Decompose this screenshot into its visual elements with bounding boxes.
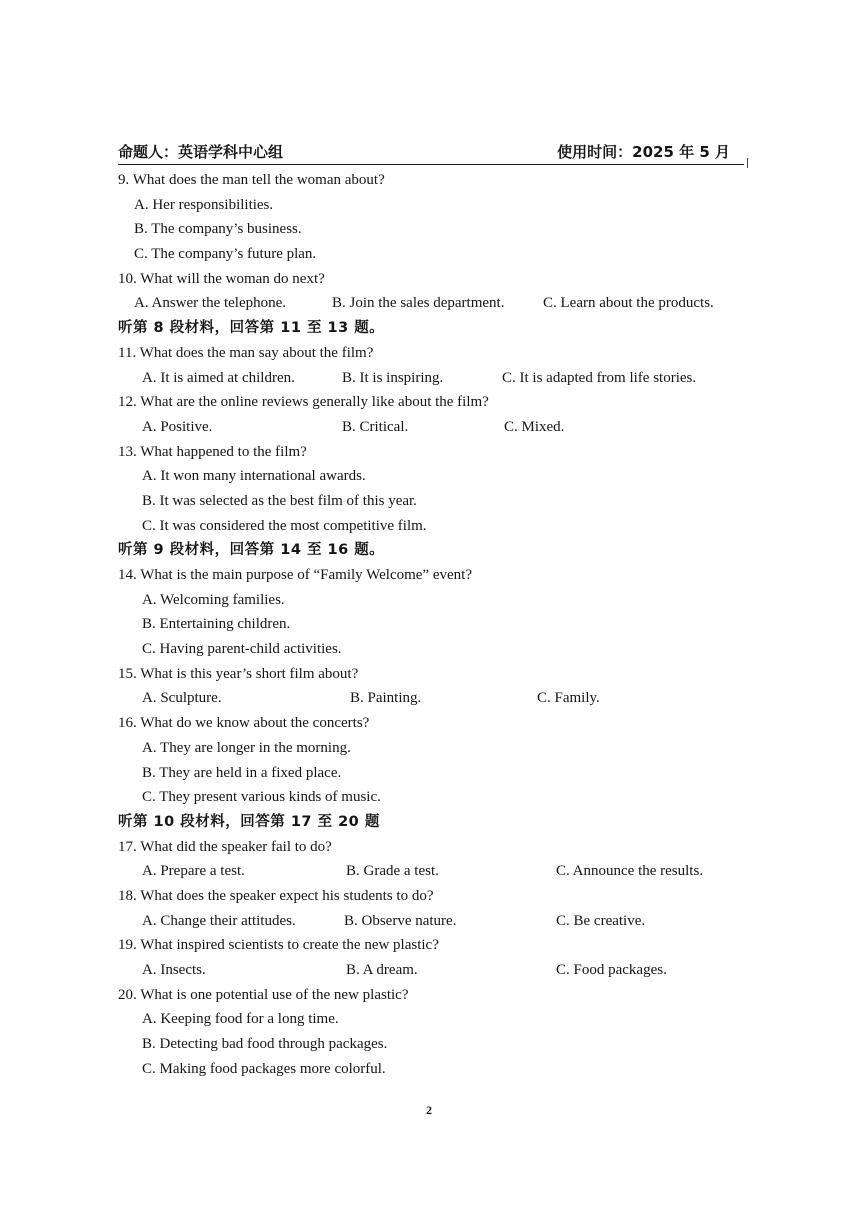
question-13-option-b: B. It was selected as the best film of this year. [142,492,417,509]
question-9-option-c: C. The company’s future plan. [134,246,317,263]
usage-time-label: 使用时间：2025 年 5 月 [557,143,730,161]
question-14: 14. What is the main purpose of “Family Welcome” event? [118,567,472,583]
question-20: 20. What is one potential use of the new plastic? [118,986,409,1003]
question-16-option-c: C. They present various kinds of music. [142,789,381,806]
question-9: 9. What does the man tell the woman about? [118,172,385,188]
author-label: 命题人：英语学科中心组 [118,143,284,161]
question-14-option-b: B. Entertaining children. [142,616,291,633]
question-11-options [118,366,758,391]
question-10-option-b: B. Join the sales department. [332,295,505,312]
question-16: 16. What do we know about the concerts? [118,715,370,732]
questions-content [118,168,758,1081]
question-13: 13. What happened to the film? [118,443,307,460]
question-19-option-b: B. A dream. [346,962,418,978]
question-11-option-b: B. It is inspiring. [342,369,444,386]
question-11: 11. What does the man say about the film? [118,344,374,361]
question-13-option-a: A. It won many international awards. [142,468,366,485]
question-19: 19. What inspired scientists to create the new plastic? [118,937,439,954]
question-10: 10. What will the woman do next? [118,270,325,287]
section-8-heading: 听第 8 段材料，回答第 11 至 13 题。 [118,320,385,337]
question-15-option-c: C. Family. [537,690,600,707]
page-header [118,138,744,165]
question-18: 18. What does the speaker expect his students to do? [118,887,434,904]
question-12: 12. What are the online reviews generally like about the film? [118,394,489,411]
question-12-option-c: C. Mixed. [504,418,565,435]
question-12-options [118,415,758,440]
question-18-option-c: C. Be creative. [556,912,646,929]
question-11-option-c: C. It is adapted from life stories. [502,369,697,386]
header-rule-tick [747,158,748,168]
question-17-option-b: B. Grade a test. [346,863,439,880]
question-19-option-a: A. Insects. [142,962,206,978]
question-11-option-a: A. It is aimed at children. [142,369,295,386]
question-14-option-c: C. Having parent-child activities. [142,641,342,658]
question-16-option-a: A. They are longer in the morning. [142,739,351,756]
question-18-options [118,909,758,934]
question-20-option-c: C. Making food packages more colorful. [142,1060,386,1077]
question-20-option-a: A. Keeping food for a long time. [142,1011,339,1028]
question-15-option-a: A. Sculpture. [142,690,222,707]
question-10-options [118,291,758,316]
question-15-option-b: B. Painting. [350,690,422,707]
question-15-options [118,686,758,711]
question-9-option-b: B. The company’s business. [134,221,302,238]
question-17-option-a: A. Prepare a test. [142,863,245,880]
question-19-option-c: C. Food packages. [556,962,667,978]
question-15: 15. What is this year’s short film about? [118,665,359,682]
question-19-options [118,958,758,983]
question-10-option-a: A. Answer the telephone. [134,295,287,312]
question-14-option-a: A. Welcoming families. [142,591,285,608]
question-17-option-c: C. Announce the results. [556,863,704,880]
question-10-option-c: C. Learn about the products. [543,295,714,312]
question-16-option-b: B. They are held in a fixed place. [142,764,342,781]
question-17-options [118,859,758,884]
question-9-option-a: A. Her responsibilities. [134,196,274,213]
question-17: 17. What did the speaker fail to do? [118,838,332,855]
question-18-option-b: B. Observe nature. [344,912,457,929]
question-13-option-c: C. It was considered the most competitive film. [142,517,427,534]
question-12-option-b: B. Critical. [342,418,409,435]
question-18-option-a: A. Change their attitudes. [142,912,296,929]
question-20-option-b: B. Detecting bad food through packages. [142,1036,388,1053]
section-9-heading: 听第 9 段材料，回答第 14 至 16 题。 [118,542,385,559]
page-number: 2 [426,1103,432,1117]
section-10-heading: 听第 10 段材料，回答第 17 至 20 题 [118,813,380,830]
question-12-option-a: A. Positive. [142,418,213,435]
